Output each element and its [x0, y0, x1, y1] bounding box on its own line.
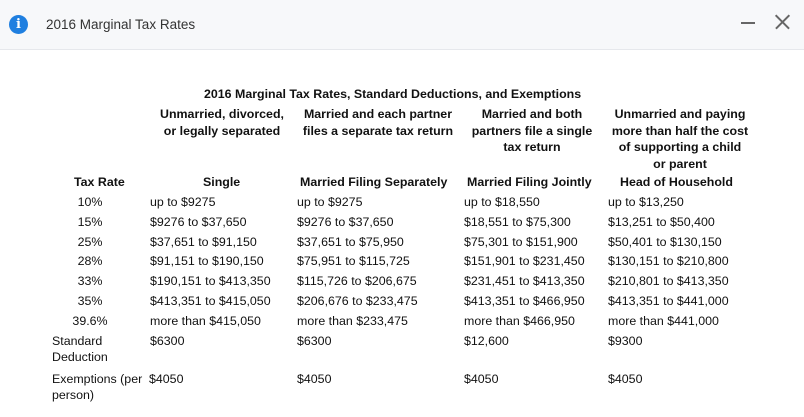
cell-household: up to $13,250 — [608, 195, 684, 209]
title-bar — [0, 0, 804, 50]
cell-single: $413,351 to $415,050 — [150, 294, 271, 308]
cell-tax-rate: 10% — [77, 195, 103, 209]
close-icon[interactable] — [773, 13, 791, 31]
group-header-line: of supporting a child — [618, 140, 742, 154]
exemptions-label: person) — [52, 388, 95, 402]
cell-household: more than $441,000 — [608, 313, 719, 328]
minimize-icon[interactable] — [741, 22, 755, 24]
cell-separate: $206,676 to $233,475 — [297, 294, 418, 308]
group-header-separate — [296, 107, 460, 139]
table-caption: 2016 Marginal Tax Rates, Standard Deductions, and Exemptions — [204, 87, 582, 101]
standard-deduction-household: $9300 — [608, 334, 643, 348]
cell-household: $13,251 to $50,400 — [608, 214, 715, 229]
cell-single: $37,651 to $91,150 — [150, 234, 257, 249]
cell-tax-rate: 35% — [77, 294, 103, 308]
column-header-single: Single — [203, 175, 241, 189]
exemptions-single: $4050 — [149, 372, 184, 386]
group-header-line: tax return — [503, 140, 561, 154]
standard-deduction-label: Standard — [52, 334, 103, 348]
cell-household: $210,801 to $413,350 — [608, 274, 729, 289]
cell-joint: $18,551 to $75,300 — [464, 214, 571, 229]
group-header-line: partners file a single — [471, 123, 593, 138]
group-header-household — [604, 107, 756, 172]
cell-separate: $75,951 to $115,725 — [297, 254, 410, 269]
cell-joint: up to $18,550 — [464, 195, 540, 209]
cell-separate: $115,726 to $206,675 — [297, 274, 417, 289]
standard-deduction-joint: $12,600 — [464, 334, 509, 348]
cell-single: $91,151 to $190,150 — [150, 254, 264, 269]
group-header-line: Married and both — [481, 107, 583, 121]
standard-deduction-separate: $6300 — [297, 334, 332, 348]
cell-household: $130,151 to $210,800 — [608, 254, 729, 269]
column-header-separate: Married Filing Separately — [300, 175, 448, 189]
exemptions-separate: $4050 — [297, 372, 332, 386]
cell-joint: more than $466,950 — [464, 313, 575, 328]
cell-tax-rate: 15% — [77, 214, 103, 229]
cell-separate: up to $9275 — [297, 195, 363, 209]
group-header-line: Unmarried, divorced, — [160, 107, 284, 121]
group-header-line: more than half the cost — [611, 123, 749, 138]
cell-joint: $151,901 to $231,450 — [464, 254, 585, 269]
cell-joint: $75,301 to $151,900 — [464, 234, 578, 249]
cell-separate: $9276 to $37,650 — [297, 214, 394, 229]
exemptions-label: Exemptions (per — [52, 372, 143, 386]
cell-single: up to $9275 — [150, 195, 216, 209]
window-title: 2016 Marginal Tax Rates — [46, 17, 196, 32]
group-header-line: or parent — [653, 156, 707, 171]
column-header-tax-rate: Tax Rate — [74, 175, 125, 189]
cell-household: $50,401 to $130,150 — [608, 234, 722, 249]
cell-joint: $413,351 to $466,950 — [464, 294, 585, 308]
cell-single: $190,151 to $413,350 — [150, 274, 271, 289]
exemptions-household: $4050 — [608, 372, 643, 386]
exemptions-joint: $4050 — [464, 372, 499, 386]
group-header-line: or legally separated — [163, 123, 281, 138]
cell-single: more than $415,050 — [150, 313, 261, 328]
cell-tax-rate: 39.6% — [72, 313, 108, 328]
group-header-line: files a separate tax return — [302, 123, 454, 138]
group-header-single — [150, 107, 294, 139]
column-header-joint: Married Filing Jointly — [467, 175, 592, 189]
standard-deduction-single: $6300 — [150, 334, 185, 348]
cell-separate: more than $233,475 — [297, 313, 408, 328]
cell-tax-rate: 25% — [77, 234, 103, 249]
standard-deduction-label: Deduction — [52, 350, 108, 364]
cell-tax-rate: 33% — [77, 274, 103, 289]
cell-tax-rate: 28% — [77, 254, 103, 269]
cell-single: $9276 to $37,650 — [150, 214, 247, 229]
cell-joint: $231,451 to $413,350 — [464, 274, 585, 289]
group-header-line: Married and each partner — [303, 107, 453, 121]
cell-household: $413,351 to $441,000 — [608, 294, 729, 308]
info-icon: i — [9, 15, 28, 34]
group-header-line: Unmarried and paying — [614, 107, 746, 121]
cell-separate: $37,651 to $75,950 — [297, 234, 404, 249]
column-header-household: Head of Household — [620, 175, 733, 189]
group-header-joint — [462, 107, 602, 156]
